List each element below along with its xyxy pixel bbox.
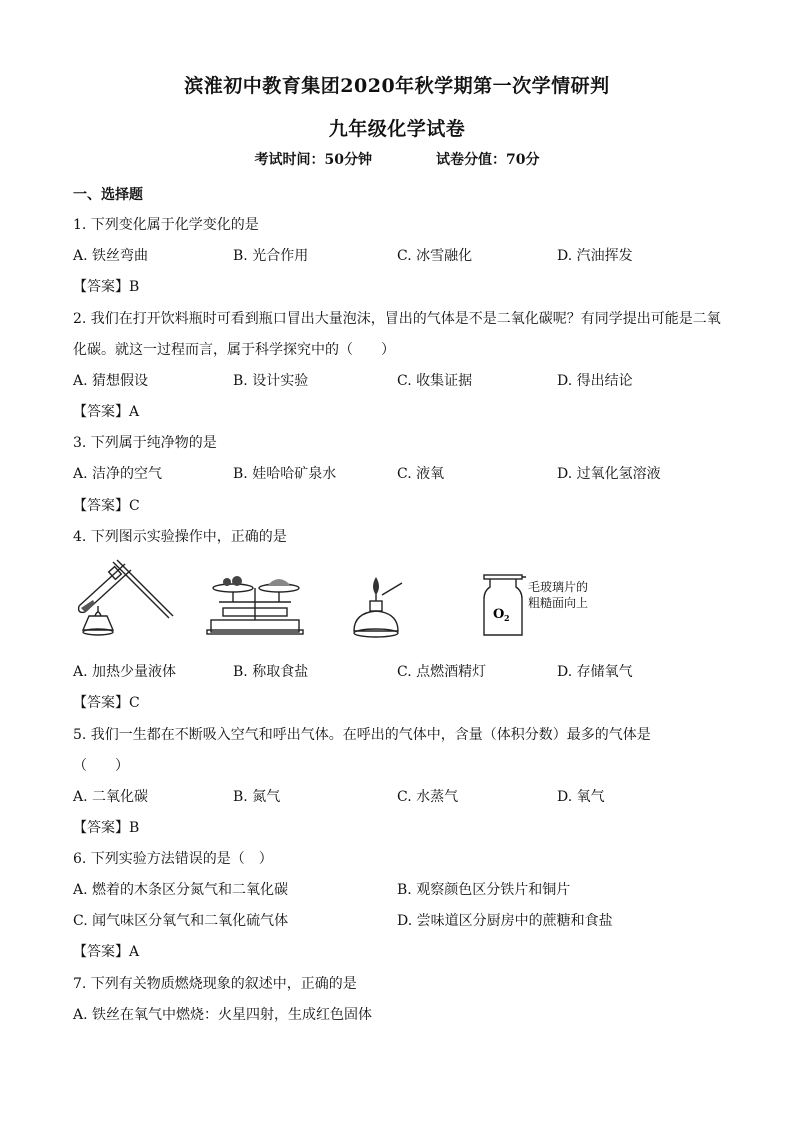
- question-stem: 1. 下列变化属于化学变化的是: [73, 217, 259, 233]
- option-a: A. 加热少量液体: [73, 664, 177, 680]
- option-a: A. 铁丝弯曲: [73, 248, 149, 264]
- option-c: C. 冰雪融化: [397, 248, 473, 264]
- exam-subtitle: 九年级化学试卷: [328, 118, 466, 140]
- heating-liquid-figure: [73, 558, 177, 642]
- question-stem: 7. 下列有关物质燃烧现象的叙述中，正确的是: [73, 976, 357, 992]
- option-b: B. 光合作用: [233, 248, 309, 264]
- option-b: B. 氮气: [233, 789, 281, 805]
- answer: 【答案】A: [73, 944, 140, 960]
- option-a: A. 燃着的木条区分氮气和二氧化碳: [73, 882, 289, 898]
- option-b: B. 称取食盐: [233, 664, 309, 680]
- o2-symbol: O: [493, 607, 505, 622]
- option-d: D. 汽油挥发: [557, 248, 633, 264]
- option-a: A. 二氧化碳: [73, 789, 149, 805]
- exam-time: 考试时间：50分钟: [254, 152, 372, 168]
- balance-figure: [205, 568, 305, 636]
- answer: 【答案】C: [73, 498, 140, 514]
- answer: 【答案】B: [73, 279, 140, 295]
- option-c: C. 闻气味区分氧气和二氧化硫气体: [73, 913, 289, 929]
- option-c: C. 水蒸气: [397, 789, 459, 805]
- exam-title: 滨淮初中教育集团2020年秋学期第一次学情研判: [184, 75, 610, 97]
- section-heading: 一、选择题: [73, 187, 143, 203]
- question-stem-cont: （ ）: [73, 758, 129, 774]
- answer: 【答案】B: [73, 820, 140, 836]
- option-b: B. 娃哈哈矿泉水: [233, 466, 337, 482]
- option-b: B. 设计实验: [233, 373, 309, 389]
- figure-note-line2: 粗糙面向上: [528, 596, 589, 610]
- gas-jar-figure: [480, 573, 526, 639]
- question-stem-cont: 化碳。就这一过程而言，属于科学探究中的（ ）: [73, 342, 395, 358]
- option-d: D. 过氧化氢溶液: [557, 466, 661, 482]
- figure-note-line1: 毛玻璃片的: [528, 580, 589, 594]
- option-a: A. 铁丝在氧气中燃烧：火星四射，生成红色固体: [73, 1007, 373, 1023]
- option-d: D. 氧气: [557, 789, 605, 805]
- option-c: C. 液氧: [397, 466, 445, 482]
- question-stem: 6. 下列实验方法错误的是（ ）: [73, 851, 273, 867]
- question-stem: 5. 我们一生都在不断吸入空气和呼出气体。在呼出的气体中，含量（体积分数）最多的气体是: [73, 727, 651, 743]
- o2-subscript: 2: [504, 613, 510, 623]
- exam-info: [0, 149, 794, 169]
- option-c: C. 收集证据: [397, 373, 473, 389]
- option-d: D. 得出结论: [557, 373, 633, 389]
- option-d: D. 尝味道区分厨房中的蔗糖和食盐: [397, 913, 613, 929]
- question-stem: 3. 下列属于纯净物的是: [73, 435, 217, 451]
- option-a: A. 猜想假设: [73, 373, 149, 389]
- question-stem: 2. 我们在打开饮料瓶时可看到瓶口冒出大量泡沫，冒出的气体是不是二氧化碳呢？有同学提出可能是二氧: [73, 311, 721, 327]
- option-a: A. 洁净的空气: [73, 466, 163, 482]
- answer: 【答案】A: [73, 404, 140, 420]
- answer: 【答案】C: [73, 695, 140, 711]
- option-d: D. 存储氧气: [557, 664, 633, 680]
- question-stem: 4. 下列图示实验操作中，正确的是: [73, 529, 287, 545]
- option-b: B. 观察颜色区分铁片和铜片: [397, 882, 571, 898]
- option-c: C. 点燃酒精灯: [397, 664, 487, 680]
- alcohol-lamp-figure: [348, 573, 404, 639]
- exam-score: 试卷分值：70分: [436, 152, 540, 168]
